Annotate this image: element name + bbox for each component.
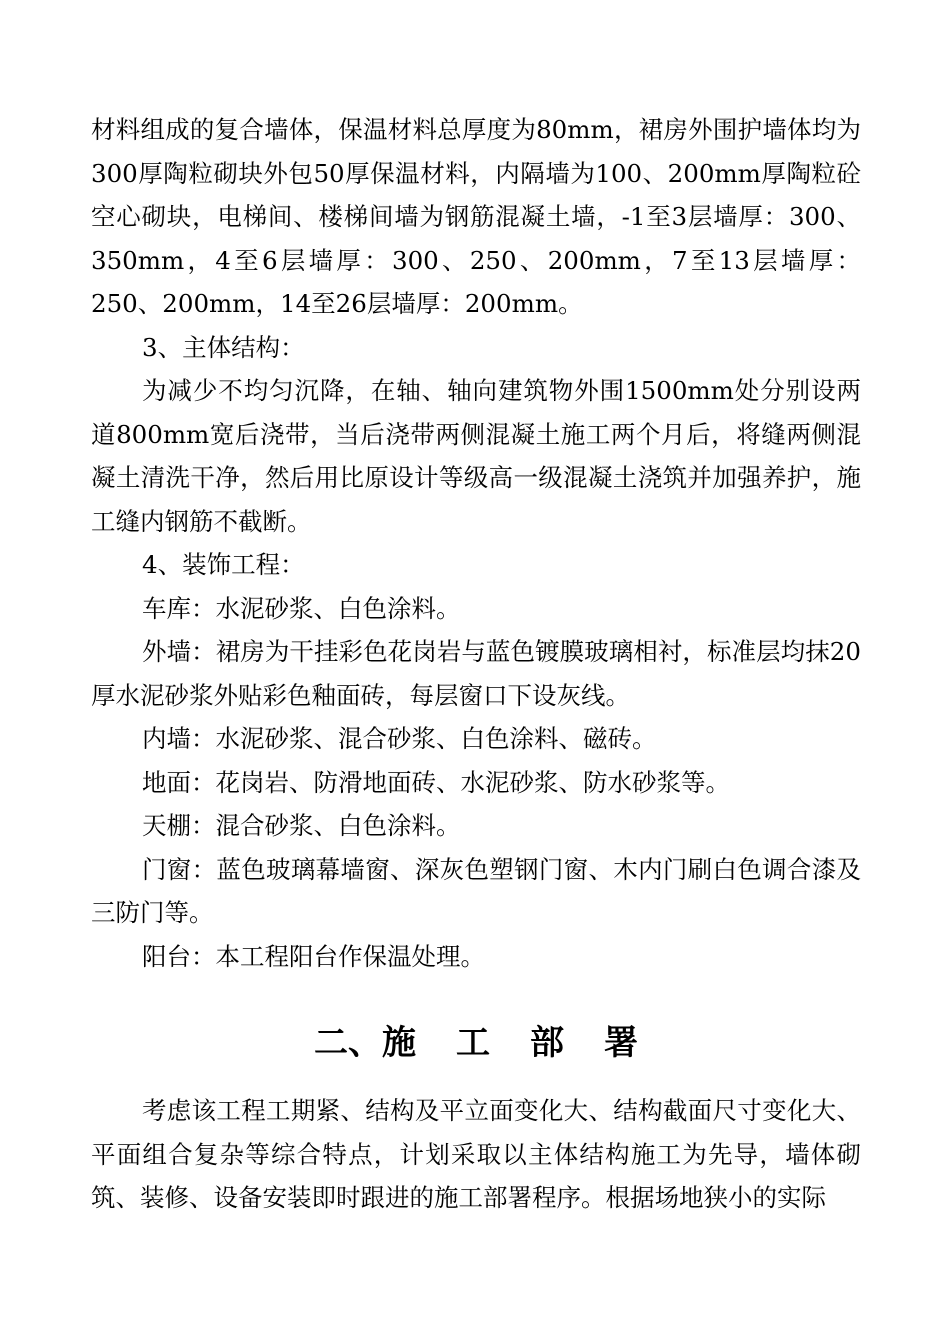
paragraph-ceiling: 天棚：混合砂浆、白色涂料。	[142, 811, 461, 840]
paragraph-doors-windows: 门窗：蓝色玻璃幕墙窗、深灰色塑钢门窗、木内门刷白色调合漆及三防门等。	[91, 854, 861, 927]
paragraph-balcony: 阳台：本工程阳台作保温处理。	[142, 941, 485, 971]
paragraph-interior-wall: 内墙：水泥砂浆、混合砂浆、白色涂料、磁砖。	[142, 724, 657, 753]
section-heading-construction-deployment	[91, 1019, 861, 1067]
paragraph-wall-materials: 材料组成的复合墙体，保温材料总厚度为80mm，裙房外围护墙体均为300厚陶粒砌块外包50厚保温材料，内隔墙为100、200mm厚陶粒砼空心砌块，电梯间、楼梯间墙为钢筋混凝土墙，-1至3层墙厚：300、350mm，4至6层墙厚：300、250、200mm，7至13层墙厚：250、200mm，14至26层墙厚：200mm。	[91, 115, 861, 318]
subheading-main-structure: 3、主体结构：	[142, 332, 305, 362]
paragraph-post-pour-strip: 为减少不均匀沉降，在轴、轴向建筑物外围1500mm处分别设两道800mm宽后浇带，当后浇带两侧混凝土施工两个月后，将缝两侧混凝土清洗干净，然后用比原设计等级高一级混凝土浇筑并加强养护，施工缝内钢筋不截断。	[91, 376, 861, 536]
document-page	[91, 108, 861, 1220]
paragraph-deployment-plan: 考虑该工程工期紧、结构及平立面变化大、结构截面尺寸变化大、平面组合复杂等综合特点，计划采取以主体结构施工为先导，墙体砌筑、装修、设备安装即时跟进的施工部署程序。根据场地狭小的实际	[91, 1096, 861, 1212]
heading-part-4: 署	[604, 1023, 638, 1063]
paragraph-floor: 地面：花岗岩、防滑地面砖、水泥砂浆、防水砂浆等。	[142, 767, 730, 797]
heading-part-3: 部	[530, 1023, 564, 1063]
paragraph-garage: 车库：水泥砂浆、白色涂料。	[142, 593, 461, 623]
subheading-decoration: 4、装饰工程：	[142, 550, 305, 579]
heading-part-2: 工	[456, 1023, 490, 1063]
heading-part-1: 二、施	[314, 1023, 416, 1063]
paragraph-exterior-wall: 外墙：裙房为干挂彩色花岗岩与蓝色镀膜玻璃相衬，标准层均抹20厚水泥砂浆外贴彩色釉面砖，每层窗口下设灰线。	[91, 637, 861, 710]
